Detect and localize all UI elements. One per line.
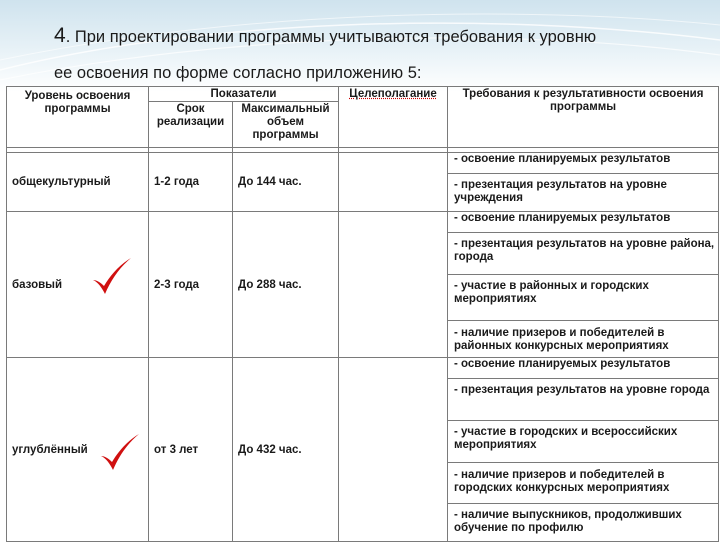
list-item: - презентация результатов на уровне учреждения [454,179,667,204]
goal-cell [339,358,448,542]
volume-cell: До 432 час. [233,358,339,542]
header-level: Уровень освоения программы [7,87,149,148]
heading-line-2: ее освоения по форме согласно приложению 5: [54,64,422,82]
list-item: - участие в городских и всероссийских мероприятиях [448,421,718,463]
level-cell: общекультурный [7,153,149,212]
list-item: - наличие призеров и победителей в районных конкурсных мероприятиях [454,327,669,352]
table-header-row [7,87,719,102]
heading-number: 4 [54,24,66,47]
header-indicators: Показатели [149,87,339,102]
header-max-volume: Максимальный объем программы [233,102,339,148]
term-cell: от 3 лет [149,358,233,542]
list-item: - освоение планируемых результатов [448,153,718,174]
level-cell [7,212,149,358]
goal-cell [339,153,448,212]
list-item: - освоение планируемых результатов [448,358,718,379]
table-row [7,358,719,542]
level-label: базовый [12,278,63,291]
requirements-table [6,86,719,542]
checkmark-icon [89,256,133,300]
list-item: - презентация результатов на уровне района, города [448,233,718,275]
requirements-cell [448,153,719,212]
volume-cell: До 288 час. [233,212,339,358]
list-item: - презентация результатов на уровне города [448,379,718,421]
list-item: - участие в районных и городских мероприятиях [448,275,718,321]
heading-line-1 [54,18,694,55]
list-item: - наличие выпускников, продолживших обучение по профилю [454,509,682,534]
list-item: - наличие призеров и победителей в городских конкурсных мероприятиях [448,463,718,504]
level-cell [7,358,149,542]
volume-cell: До 144 час. [233,153,339,212]
heading-text: . При проектировании программы учитываются требования к уровню [65,28,597,46]
slide-heading [54,18,694,91]
level-label: углублённый [12,443,88,456]
requirements-cell [448,212,719,358]
header-requirements: Требования к результативности освоения программы [448,87,719,148]
requirements-cell [448,358,719,542]
header-term: Срок реализации [149,102,233,148]
term-cell: 1-2 года [149,153,233,212]
header-goal: Целеполагание [339,87,448,148]
list-item: - освоение планируемых результатов [448,212,718,233]
goal-cell [339,212,448,358]
checkmark-icon [97,432,141,476]
table-row [7,212,719,358]
term-cell: 2-3 года [149,212,233,358]
table-row [7,153,719,212]
